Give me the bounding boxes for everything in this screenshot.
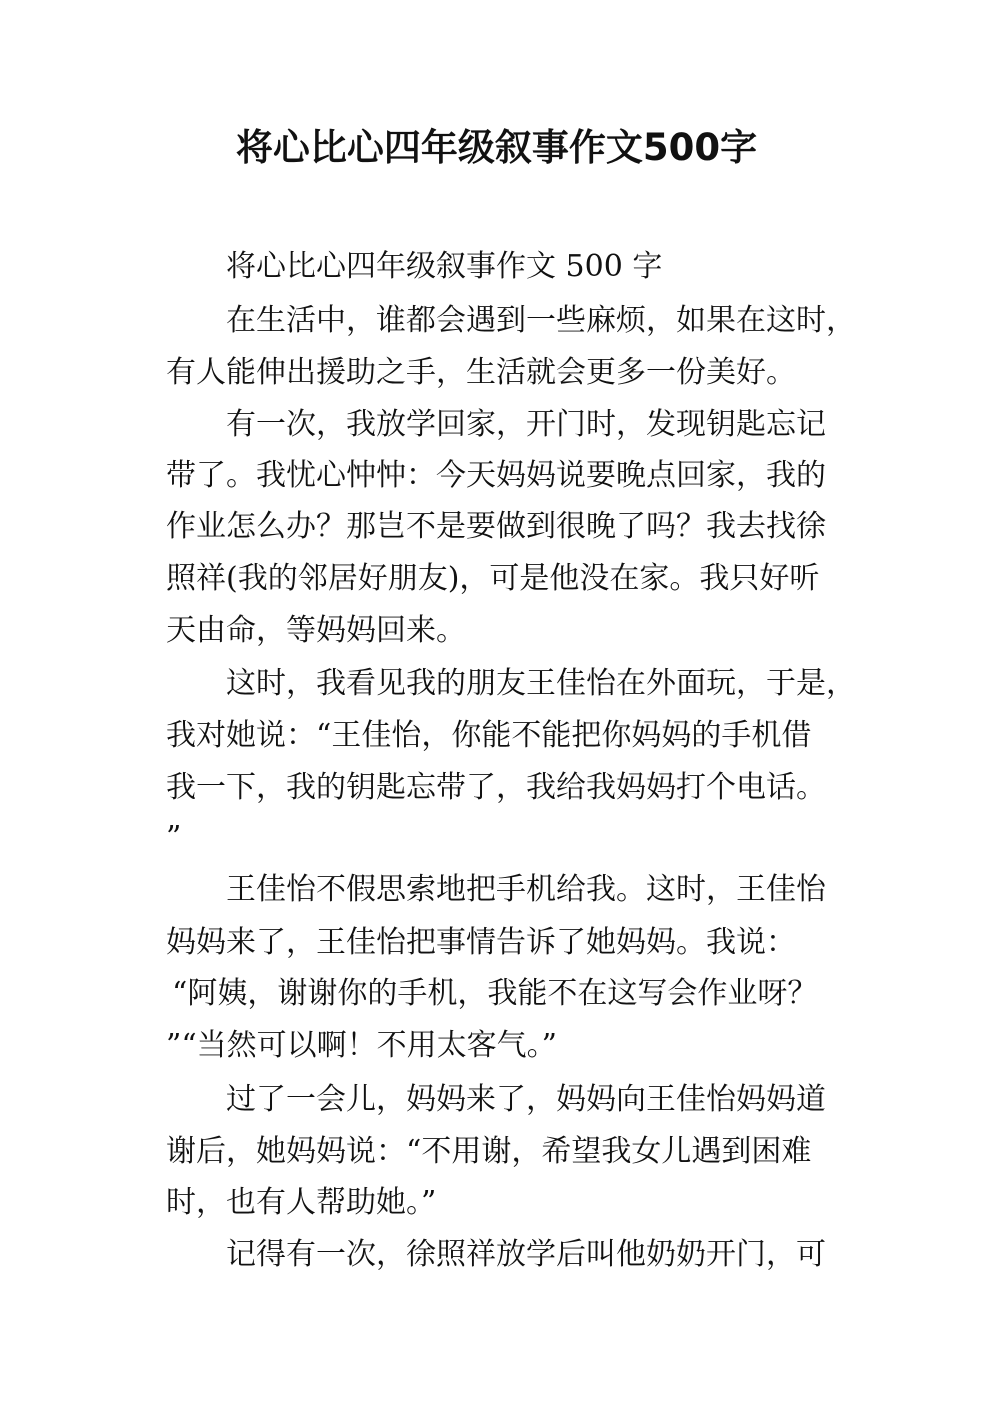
body-line: ”“当然可以啊！不用太客气。”: [166, 1028, 558, 1063]
body-line: ”: [166, 820, 182, 855]
body-line: 过了一会儿，妈妈来了，妈妈向王佳怡妈妈道: [226, 1082, 826, 1117]
body-line: 我一下，我的钥匙忘带了，我给我妈妈打个电话。: [166, 770, 826, 805]
body-line: 有人能伸出援助之手，生活就会更多一份美好。: [166, 355, 796, 390]
body-line: 我对她说：“王佳怡，你能不能把你妈妈的手机借: [166, 718, 812, 753]
body-line: 时，也有人帮助她。”: [166, 1185, 437, 1220]
body-line: 有一次，我放学回家，开门时，发现钥匙忘记: [226, 407, 826, 442]
body-line: 这时，我看见我的朋友王佳怡在外面玩，于是，: [226, 666, 856, 701]
body-line: 带了。我忧心忡忡：今天妈妈说要晚点回家，我的: [166, 458, 826, 493]
body-line: 记得有一次，徐照祥放学后叫他奶奶开门，可: [226, 1237, 826, 1272]
body-line: 在生活中，谁都会遇到一些麻烦，如果在这时，: [226, 303, 856, 338]
body-line: 天由命，等妈妈回来。: [166, 613, 466, 648]
body-line: 照祥(我的邻居好朋友)，可是他没在家。我只好听: [166, 561, 820, 596]
body-line-subtitle: 将心比心四年级叙事作文 500 字: [226, 249, 663, 284]
body-line: 作业怎么办？那岂不是要做到很晚了吗？我去找徐: [166, 509, 826, 544]
body-line: 谢后，她妈妈说：“不用谢，希望我女儿遇到困难: [166, 1134, 812, 1169]
body-line: 妈妈来了，王佳怡把事情告诉了她妈妈。我说：: [166, 925, 796, 960]
document-title: 将心比心四年级叙事作文500字: [235, 126, 758, 169]
body-line: “阿姨，谢谢你的手机，我能不在这写会作业呀？: [172, 976, 818, 1011]
body-line: 王佳怡不假思索地把手机给我。这时，王佳怡: [226, 872, 826, 907]
